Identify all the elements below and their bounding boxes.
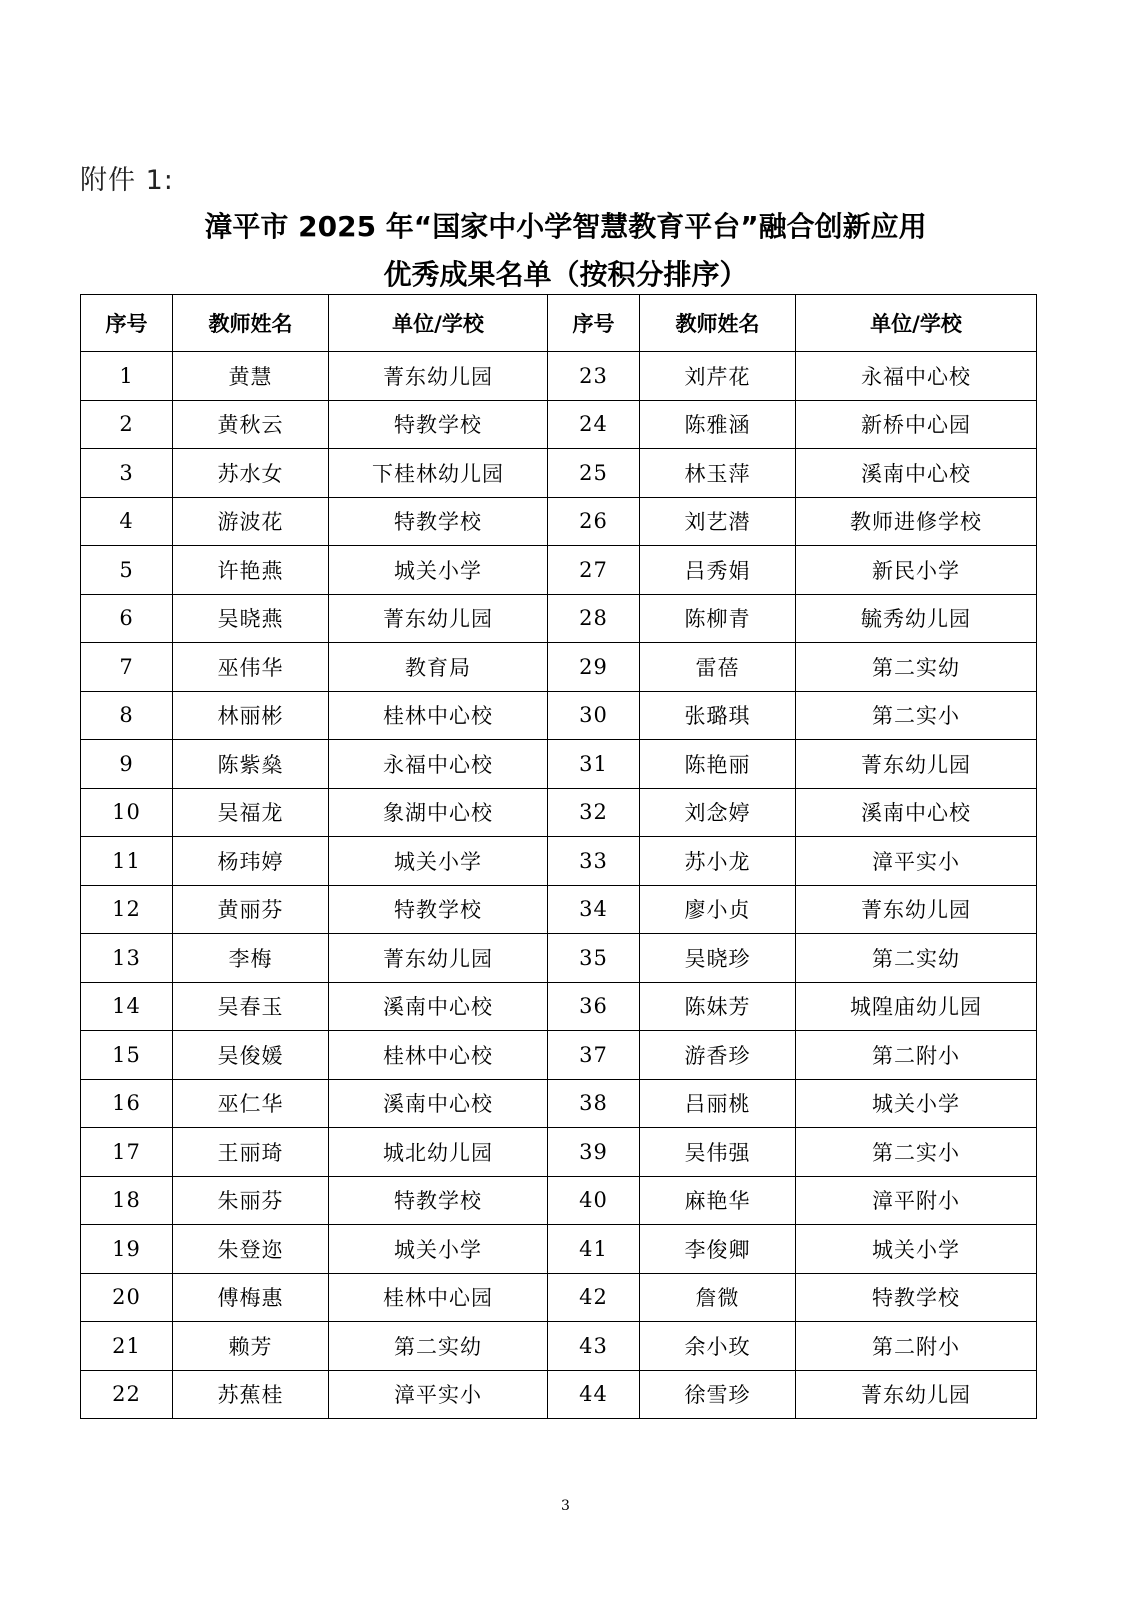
seq-cell: 12 [81, 885, 173, 934]
name-cell: 巫伟华 [173, 643, 329, 692]
seq-cell: 2 [81, 400, 173, 449]
name-cell: 林丽彬 [173, 691, 329, 740]
name-cell: 廖小贞 [640, 885, 796, 934]
seq-cell: 34 [548, 885, 640, 934]
unit-cell: 下桂林幼儿园 [329, 449, 548, 498]
table-row [81, 449, 1037, 498]
header-unit-right: 单位/学校 [796, 295, 1037, 352]
seq-cell: 38 [548, 1079, 640, 1128]
name-cell: 朱登迩 [173, 1225, 329, 1274]
table-row [81, 594, 1037, 643]
table-row [81, 1225, 1037, 1274]
name-cell: 詹微 [640, 1273, 796, 1322]
table-row [81, 982, 1037, 1031]
seq-cell: 30 [548, 691, 640, 740]
unit-cell: 城关小学 [329, 546, 548, 595]
name-cell: 苏水女 [173, 449, 329, 498]
name-cell: 吕丽桃 [640, 1079, 796, 1128]
seq-cell: 8 [81, 691, 173, 740]
table-row [81, 1273, 1037, 1322]
unit-cell: 溪南中心校 [796, 449, 1037, 498]
table-body [81, 352, 1037, 1419]
table-row [81, 1370, 1037, 1419]
seq-cell: 1 [81, 352, 173, 401]
table-row [81, 788, 1037, 837]
seq-cell: 10 [81, 788, 173, 837]
unit-cell: 城隍庙幼儿园 [796, 982, 1037, 1031]
table-row [81, 1322, 1037, 1371]
unit-cell: 菁东幼儿园 [329, 594, 548, 643]
name-cell: 杨玮婷 [173, 837, 329, 886]
seq-cell: 9 [81, 740, 173, 789]
name-cell: 巫仁华 [173, 1079, 329, 1128]
unit-cell: 第二实幼 [329, 1322, 548, 1371]
unit-cell: 溪南中心校 [329, 1079, 548, 1128]
name-cell: 游香珍 [640, 1031, 796, 1080]
unit-cell: 城北幼儿园 [329, 1128, 548, 1177]
unit-cell: 象湖中心校 [329, 788, 548, 837]
table-row [81, 497, 1037, 546]
table-row [81, 885, 1037, 934]
seq-cell: 3 [81, 449, 173, 498]
name-cell: 吕秀娟 [640, 546, 796, 595]
unit-cell: 菁东幼儿园 [796, 885, 1037, 934]
unit-cell: 桂林中心校 [329, 691, 548, 740]
unit-cell: 新民小学 [796, 546, 1037, 595]
unit-cell: 漳平实小 [329, 1370, 548, 1419]
unit-cell: 桂林中心校 [329, 1031, 548, 1080]
unit-cell: 菁东幼儿园 [329, 352, 548, 401]
seq-cell: 31 [548, 740, 640, 789]
seq-cell: 21 [81, 1322, 173, 1371]
table-row [81, 546, 1037, 595]
unit-cell: 城关小学 [796, 1079, 1037, 1128]
seq-cell: 14 [81, 982, 173, 1031]
unit-cell: 第二实幼 [796, 643, 1037, 692]
table-row [81, 1031, 1037, 1080]
seq-cell: 44 [548, 1370, 640, 1419]
name-cell: 王丽琦 [173, 1128, 329, 1177]
seq-cell: 35 [548, 934, 640, 983]
name-cell: 李俊卿 [640, 1225, 796, 1274]
seq-cell: 27 [548, 546, 640, 595]
unit-cell: 城关小学 [329, 837, 548, 886]
name-cell: 朱丽芬 [173, 1176, 329, 1225]
seq-cell: 23 [548, 352, 640, 401]
unit-cell: 特教学校 [796, 1273, 1037, 1322]
winners-table [80, 294, 1037, 1419]
table-row [81, 352, 1037, 401]
name-cell: 吴晓珍 [640, 934, 796, 983]
unit-cell: 毓秀幼儿园 [796, 594, 1037, 643]
seq-cell: 37 [548, 1031, 640, 1080]
seq-cell: 25 [548, 449, 640, 498]
unit-cell: 特教学校 [329, 497, 548, 546]
seq-cell: 7 [81, 643, 173, 692]
unit-cell: 永福中心校 [796, 352, 1037, 401]
unit-cell: 城关小学 [796, 1225, 1037, 1274]
name-cell: 雷蓓 [640, 643, 796, 692]
unit-cell: 第二实小 [796, 1128, 1037, 1177]
table-row [81, 837, 1037, 886]
unit-cell: 第二实幼 [796, 934, 1037, 983]
header-name-right: 教师姓名 [640, 295, 796, 352]
header-seq-right: 序号 [548, 295, 640, 352]
header-name-left: 教师姓名 [173, 295, 329, 352]
seq-cell: 16 [81, 1079, 173, 1128]
seq-cell: 32 [548, 788, 640, 837]
unit-cell: 第二附小 [796, 1322, 1037, 1371]
seq-cell: 19 [81, 1225, 173, 1274]
unit-cell: 漳平附小 [796, 1176, 1037, 1225]
unit-cell: 新桥中心园 [796, 400, 1037, 449]
seq-cell: 29 [548, 643, 640, 692]
document-title-line1: 漳平市 2025 年“国家中小学智慧教育平台”融合创新应用 [204, 210, 927, 243]
unit-cell: 城关小学 [329, 1225, 548, 1274]
seq-cell: 4 [81, 497, 173, 546]
attachment-label: 附件 1: [80, 165, 174, 196]
unit-cell: 菁东幼儿园 [796, 1370, 1037, 1419]
seq-cell: 13 [81, 934, 173, 983]
seq-cell: 39 [548, 1128, 640, 1177]
seq-cell: 18 [81, 1176, 173, 1225]
table-row [81, 1176, 1037, 1225]
name-cell: 许艳燕 [173, 546, 329, 595]
document-title-line2: 优秀成果名单（按积分排序） [383, 258, 748, 291]
name-cell: 黄慧 [173, 352, 329, 401]
unit-cell: 第二附小 [796, 1031, 1037, 1080]
name-cell: 刘艺潜 [640, 497, 796, 546]
seq-cell: 24 [548, 400, 640, 449]
table-row [81, 1079, 1037, 1128]
seq-cell: 20 [81, 1273, 173, 1322]
name-cell: 张璐琪 [640, 691, 796, 740]
name-cell: 陈柳青 [640, 594, 796, 643]
seq-cell: 17 [81, 1128, 173, 1177]
header-unit-left: 单位/学校 [329, 295, 548, 352]
unit-cell: 溪南中心校 [796, 788, 1037, 837]
table-header-row [81, 295, 1037, 352]
name-cell: 苏蕉桂 [173, 1370, 329, 1419]
name-cell: 吴伟强 [640, 1128, 796, 1177]
unit-cell: 第二实小 [796, 691, 1037, 740]
header-seq-left: 序号 [81, 295, 173, 352]
table-row [81, 934, 1037, 983]
seq-cell: 28 [548, 594, 640, 643]
seq-cell: 5 [81, 546, 173, 595]
unit-cell: 菁东幼儿园 [329, 934, 548, 983]
table-row [81, 400, 1037, 449]
seq-cell: 15 [81, 1031, 173, 1080]
unit-cell: 教师进修学校 [796, 497, 1037, 546]
unit-cell: 特教学校 [329, 885, 548, 934]
name-cell: 赖芳 [173, 1322, 329, 1371]
unit-cell: 溪南中心校 [329, 982, 548, 1031]
name-cell: 黄丽芬 [173, 885, 329, 934]
name-cell: 陈雅涵 [640, 400, 796, 449]
name-cell: 陈艳丽 [640, 740, 796, 789]
unit-cell: 漳平实小 [796, 837, 1037, 886]
seq-cell: 6 [81, 594, 173, 643]
unit-cell: 特教学校 [329, 400, 548, 449]
seq-cell: 36 [548, 982, 640, 1031]
name-cell: 陈紫燊 [173, 740, 329, 789]
name-cell: 吴晓燕 [173, 594, 329, 643]
unit-cell: 桂林中心园 [329, 1273, 548, 1322]
unit-cell: 特教学校 [329, 1176, 548, 1225]
name-cell: 刘芹花 [640, 352, 796, 401]
name-cell: 吴春玉 [173, 982, 329, 1031]
name-cell: 苏小龙 [640, 837, 796, 886]
table-row [81, 740, 1037, 789]
name-cell: 余小玫 [640, 1322, 796, 1371]
name-cell: 李梅 [173, 934, 329, 983]
seq-cell: 43 [548, 1322, 640, 1371]
name-cell: 黄秋云 [173, 400, 329, 449]
seq-cell: 41 [548, 1225, 640, 1274]
unit-cell: 教育局 [329, 643, 548, 692]
name-cell: 吴福龙 [173, 788, 329, 837]
name-cell: 傅梅惠 [173, 1273, 329, 1322]
seq-cell: 33 [548, 837, 640, 886]
seq-cell: 22 [81, 1370, 173, 1419]
name-cell: 徐雪珍 [640, 1370, 796, 1419]
name-cell: 游波花 [173, 497, 329, 546]
name-cell: 陈妹芳 [640, 982, 796, 1031]
name-cell: 刘念婷 [640, 788, 796, 837]
seq-cell: 40 [548, 1176, 640, 1225]
page-number: 3 [561, 1498, 570, 1514]
seq-cell: 42 [548, 1273, 640, 1322]
name-cell: 吴俊媛 [173, 1031, 329, 1080]
name-cell: 林玉萍 [640, 449, 796, 498]
table-row [81, 691, 1037, 740]
table-row [81, 1128, 1037, 1177]
seq-cell: 26 [548, 497, 640, 546]
table-row [81, 643, 1037, 692]
seq-cell: 11 [81, 837, 173, 886]
name-cell: 麻艳华 [640, 1176, 796, 1225]
unit-cell: 菁东幼儿园 [796, 740, 1037, 789]
unit-cell: 永福中心校 [329, 740, 548, 789]
